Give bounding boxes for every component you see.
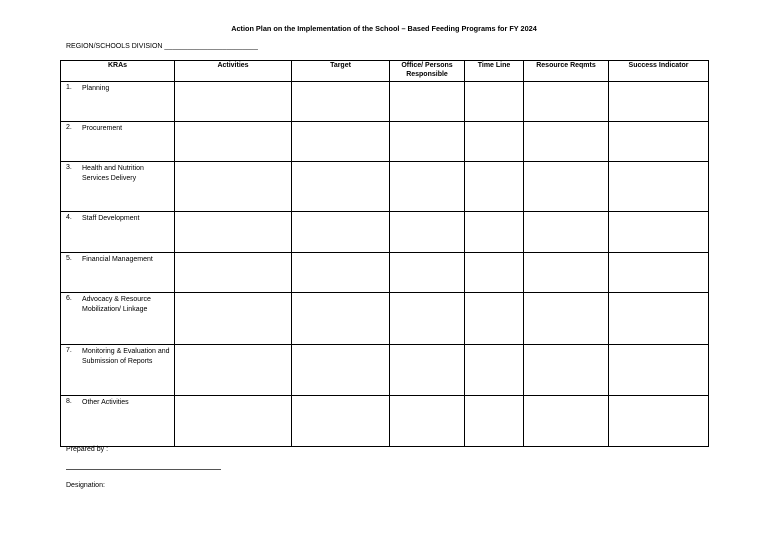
kra-number: 6.	[66, 295, 72, 302]
kra-cell	[61, 122, 175, 162]
target-cell[interactable]	[292, 396, 390, 447]
prepared-by-label: Prepared by :	[66, 446, 109, 453]
table-row	[61, 253, 709, 293]
success-indicator-cell[interactable]	[609, 396, 709, 447]
table-row	[61, 396, 709, 447]
target-cell[interactable]	[292, 212, 390, 253]
table-row	[61, 293, 709, 345]
kra-label: Health and Nutrition Services Delivery	[82, 165, 144, 182]
header-success-indicator: Success Indicator	[609, 61, 709, 82]
activities-cell[interactable]	[175, 122, 292, 162]
action-plan-table	[60, 60, 709, 447]
table-row	[61, 345, 709, 396]
kra-cell	[61, 212, 175, 253]
resource-cell[interactable]	[524, 253, 609, 293]
activities-cell[interactable]	[175, 162, 292, 212]
office-cell[interactable]	[390, 162, 465, 212]
resource-cell[interactable]	[524, 162, 609, 212]
target-cell[interactable]	[292, 82, 390, 122]
kra-number: 5.	[66, 255, 72, 262]
kra-number: 3.	[66, 164, 72, 171]
header-activities: Activities	[175, 61, 292, 82]
timeline-cell[interactable]	[465, 293, 524, 345]
kra-number: 2.	[66, 124, 72, 131]
office-cell[interactable]	[390, 253, 465, 293]
kra-label: Planning	[82, 85, 110, 92]
activities-cell[interactable]	[175, 82, 292, 122]
activities-cell[interactable]	[175, 293, 292, 345]
success-indicator-cell[interactable]	[609, 212, 709, 253]
resource-cell[interactable]	[524, 122, 609, 162]
office-cell[interactable]	[390, 293, 465, 345]
success-indicator-cell[interactable]	[609, 162, 709, 212]
header-resource-reqmts: Resource Reqmts	[524, 61, 609, 82]
document-title: Action Plan on the Implementation of the School – Based Feeding Programs for FY 2024	[231, 24, 537, 33]
kra-number: 4.	[66, 214, 72, 221]
kra-cell	[61, 82, 175, 122]
header-kras: KRAs	[61, 61, 175, 82]
target-cell[interactable]	[292, 122, 390, 162]
timeline-cell[interactable]	[465, 212, 524, 253]
office-cell[interactable]	[390, 212, 465, 253]
kra-cell	[61, 253, 175, 293]
target-cell[interactable]	[292, 293, 390, 345]
kra-cell	[61, 345, 175, 396]
table-header-row	[61, 61, 709, 82]
target-cell[interactable]	[292, 345, 390, 396]
table-row	[61, 82, 709, 122]
kra-cell	[61, 396, 175, 447]
success-indicator-cell[interactable]	[609, 293, 709, 345]
kra-number: 7.	[66, 347, 72, 354]
region-division-label: REGION/SCHOOLS DIVISION ________________________	[66, 43, 258, 50]
office-cell[interactable]	[390, 122, 465, 162]
kra-number: 1.	[66, 84, 72, 91]
kra-cell	[61, 293, 175, 345]
timeline-cell[interactable]	[465, 82, 524, 122]
timeline-cell[interactable]	[465, 253, 524, 293]
timeline-cell[interactable]	[465, 345, 524, 396]
timeline-cell[interactable]	[465, 162, 524, 212]
kra-label: Financial Management	[82, 256, 153, 263]
activities-cell[interactable]	[175, 212, 292, 253]
target-cell[interactable]	[292, 162, 390, 212]
office-cell[interactable]	[390, 82, 465, 122]
kra-label: Advocacy & Resource Mobilization/ Linkage	[82, 296, 151, 313]
header-office-persons-responsible: Office/ Persons Responsible	[390, 61, 465, 82]
resource-cell[interactable]	[524, 396, 609, 447]
office-cell[interactable]	[390, 396, 465, 447]
kra-cell	[61, 162, 175, 212]
resource-cell[interactable]	[524, 212, 609, 253]
success-indicator-cell[interactable]	[609, 253, 709, 293]
success-indicator-cell[interactable]	[609, 82, 709, 122]
office-cell[interactable]	[390, 345, 465, 396]
table-row	[61, 212, 709, 253]
designation-label: Designation:	[66, 482, 105, 489]
timeline-cell[interactable]	[465, 396, 524, 447]
target-cell[interactable]	[292, 253, 390, 293]
signature-line	[66, 469, 221, 470]
success-indicator-cell[interactable]	[609, 345, 709, 396]
header-time-line: Time Line	[465, 61, 524, 82]
header-target: Target	[292, 61, 390, 82]
kra-label: Procurement	[82, 125, 123, 132]
kra-label: Monitoring & Evaluation and Submission of Reports	[82, 348, 170, 365]
kra-label: Staff Development	[82, 215, 140, 222]
kra-label: Other Activities	[82, 399, 129, 406]
table-row	[61, 122, 709, 162]
resource-cell[interactable]	[524, 82, 609, 122]
kra-number: 8.	[66, 398, 72, 405]
resource-cell[interactable]	[524, 345, 609, 396]
timeline-cell[interactable]	[465, 122, 524, 162]
activities-cell[interactable]	[175, 253, 292, 293]
resource-cell[interactable]	[524, 293, 609, 345]
success-indicator-cell[interactable]	[609, 122, 709, 162]
activities-cell[interactable]	[175, 396, 292, 447]
activities-cell[interactable]	[175, 345, 292, 396]
table-row	[61, 162, 709, 212]
